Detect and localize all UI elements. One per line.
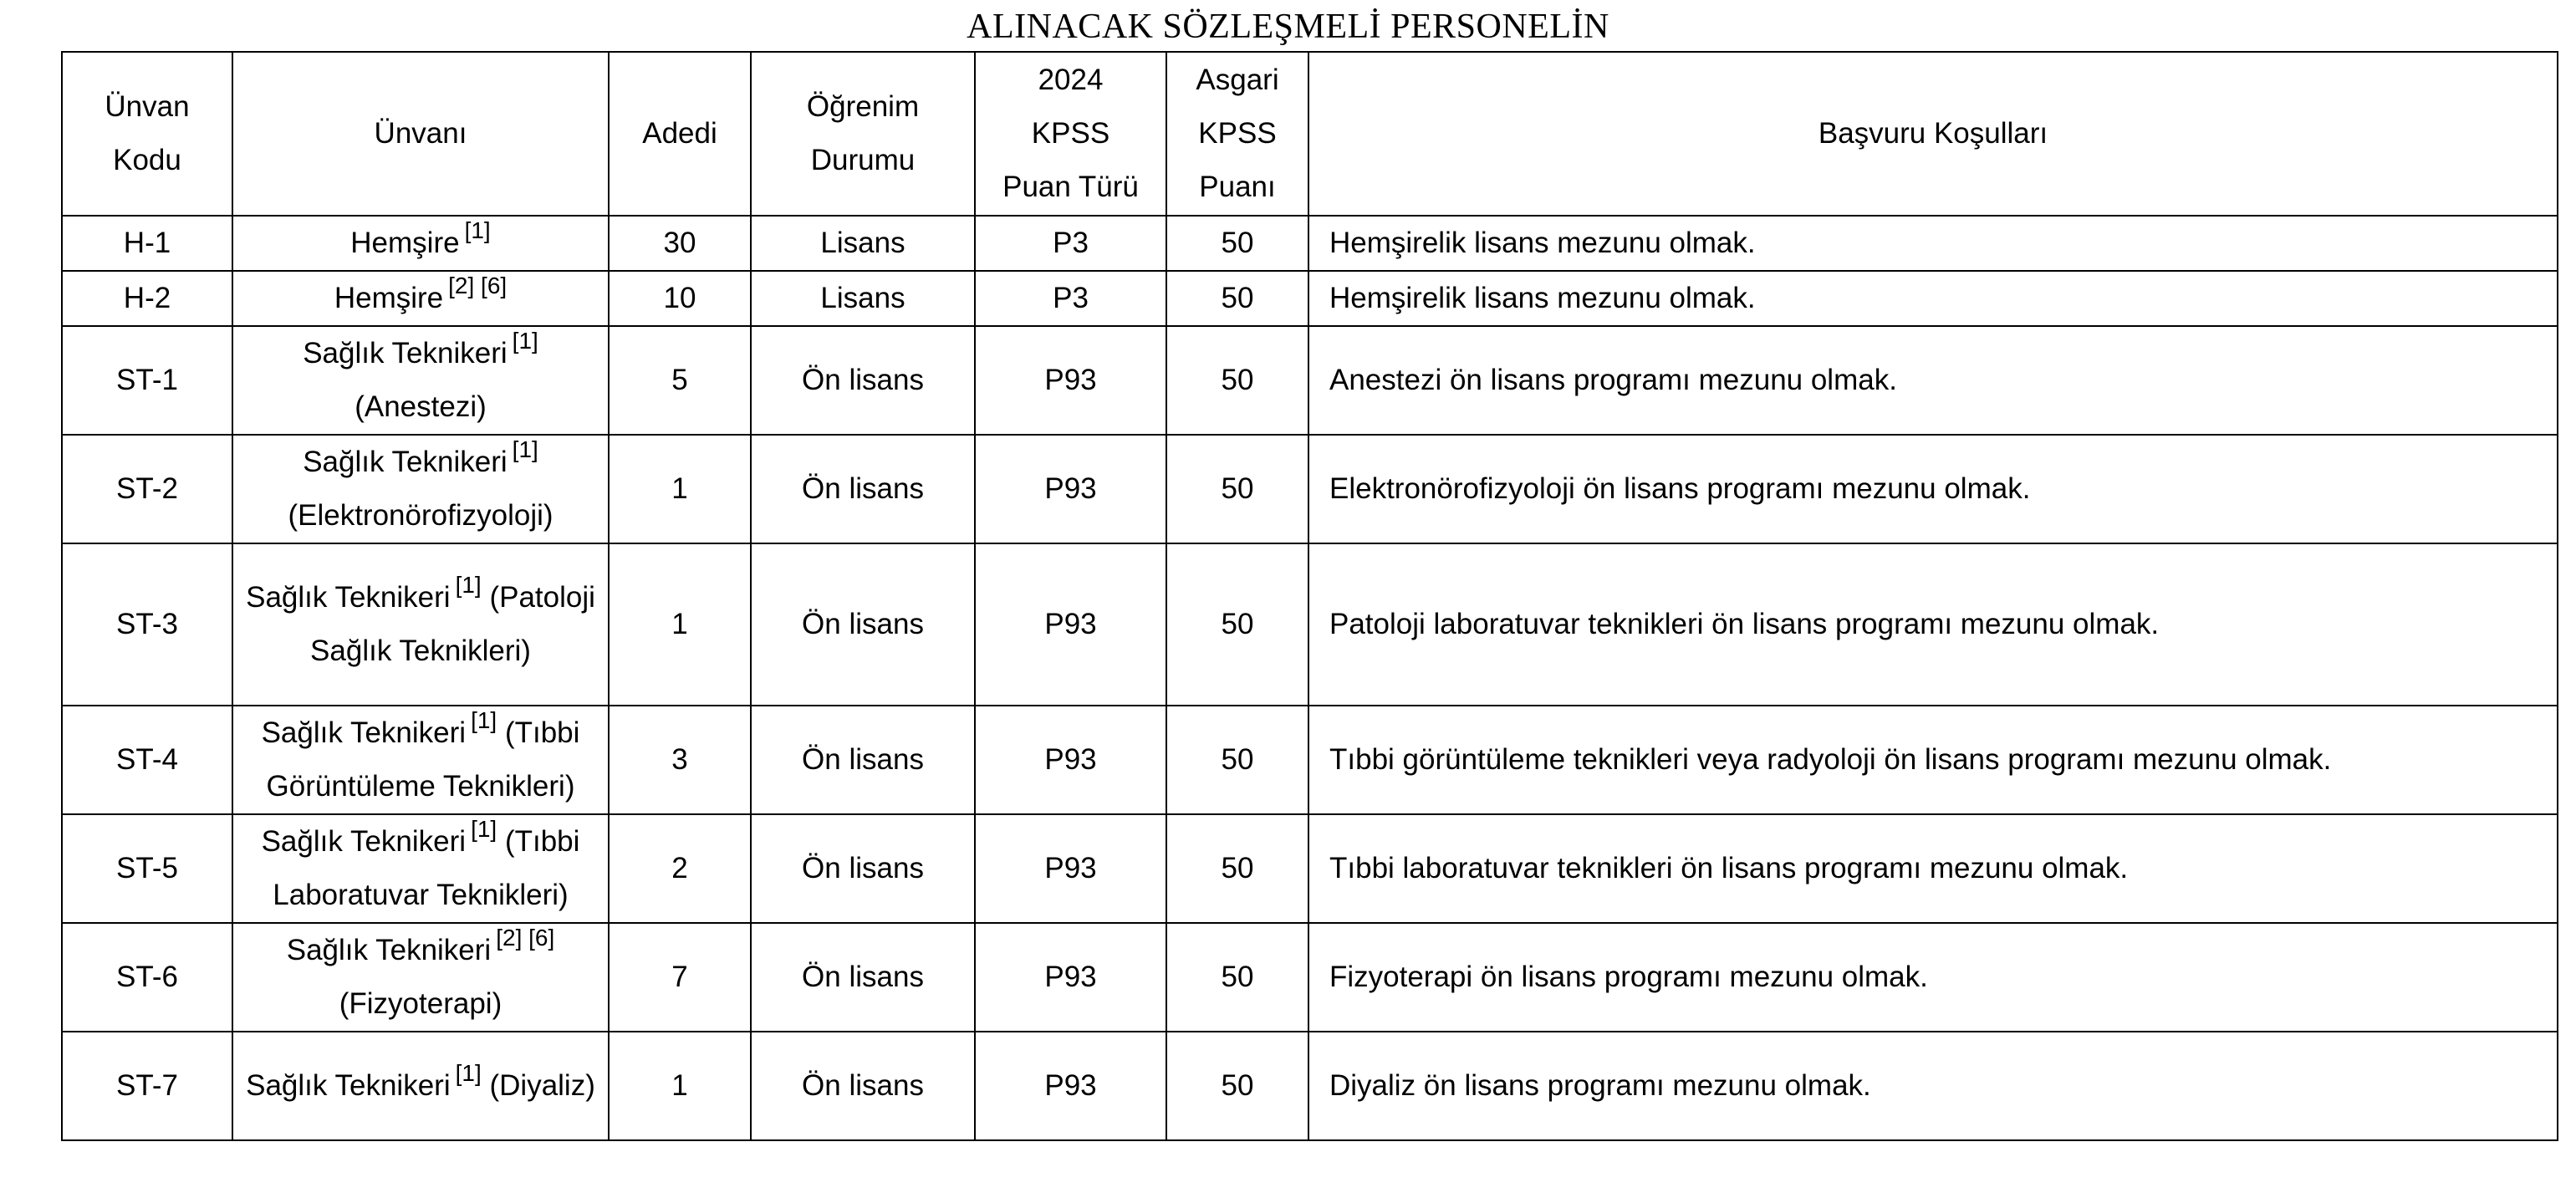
kpss-type-cell: P3: [975, 271, 1166, 326]
unit-title-cell: [232, 923, 609, 1032]
conditions-cell: Hemşirelik lisans mezunu olmak.: [1308, 271, 2558, 326]
unit-title: Sağlık Teknikeri: [246, 581, 451, 614]
footnote-ref: [2] [6]: [496, 925, 555, 951]
footnote-ref: [1]: [512, 436, 538, 463]
table-row: [62, 923, 2558, 1032]
count-cell: 7: [609, 923, 751, 1032]
footnote-ref: [1]: [455, 572, 482, 599]
conditions-cell: Hemşirelik lisans mezunu olmak.: [1308, 216, 2558, 271]
unit-title: Hemşire: [350, 227, 460, 259]
count-cell: 10: [609, 271, 751, 326]
header-line: Durumu: [810, 144, 916, 176]
table-row: [62, 216, 2558, 271]
header-line: Adedi: [642, 117, 717, 150]
kpss-type-cell: P93: [975, 706, 1166, 814]
unit-specialty: (Patoloji Sağlık Teknikleri): [310, 581, 595, 667]
header-unit-title: [232, 52, 609, 216]
footnote-ref: [1]: [464, 217, 491, 244]
count-cell: 3: [609, 706, 751, 814]
kpss-type-cell: P93: [975, 814, 1166, 923]
table-row: [62, 435, 2558, 543]
header-line: Öğrenim: [806, 90, 920, 123]
min-score-cell: 50: [1166, 271, 1308, 326]
unit-code-cell: ST-3: [62, 543, 232, 706]
unit-title-cell: [232, 814, 609, 923]
kpss-type-cell: P93: [975, 435, 1166, 543]
unit-title-cell: [232, 543, 609, 706]
conditions-cell: Anestezi ön lisans programı mezunu olmak.: [1308, 326, 2558, 435]
header-line: Puanı: [1199, 171, 1276, 203]
unit-title-cell: [232, 435, 609, 543]
education-cell: Ön lisans: [751, 923, 975, 1032]
header-line: Başvuru Koşulları: [1818, 117, 2048, 150]
footnote-ref: [2] [6]: [448, 273, 508, 299]
count-cell: 1: [609, 435, 751, 543]
table-row: [62, 326, 2558, 435]
header-min-score: [1166, 52, 1308, 216]
unit-title-cell: [232, 271, 609, 326]
table-row: [62, 814, 2558, 923]
footnote-ref: [1]: [455, 1060, 482, 1087]
page-title: ALINACAK SÖZLEŞMELİ PERSONELİN: [967, 8, 1609, 46]
count-cell: 1: [609, 1032, 751, 1140]
footnote-ref: [1]: [471, 707, 497, 734]
education-cell: Ön lisans: [751, 326, 975, 435]
conditions-cell: Tıbbi görüntüleme teknikleri veya radyoloji ön lisans programı mezunu olmak.: [1308, 706, 2558, 814]
unit-title: Hemşire: [334, 282, 444, 314]
min-score-cell: 50: [1166, 216, 1308, 271]
header-line: 2024: [1038, 64, 1104, 96]
conditions-cell: Elektronörofizyoloji ön lisans programı mezunu olmak.: [1308, 435, 2558, 543]
kpss-type-cell: P93: [975, 1032, 1166, 1140]
table-row: [62, 271, 2558, 326]
unit-title: Sağlık Teknikeri: [286, 934, 492, 966]
kpss-type-cell: P93: [975, 543, 1166, 706]
unit-code-cell: ST-2: [62, 435, 232, 543]
min-score-cell: 50: [1166, 326, 1308, 435]
kpss-type-cell: P93: [975, 923, 1166, 1032]
header-line: KPSS: [1031, 117, 1110, 150]
min-score-cell: 50: [1166, 814, 1308, 923]
unit-specialty: (Elektronörofizyoloji): [288, 499, 553, 532]
header-line: Ünvan: [105, 90, 190, 123]
footnote-ref: [1]: [471, 816, 497, 843]
header-line: Asgari: [1196, 64, 1279, 96]
header-line: Ünvanı: [374, 117, 467, 150]
count-cell: 1: [609, 543, 751, 706]
unit-title-cell: [232, 1032, 609, 1140]
header-unit-code: [62, 52, 232, 216]
conditions-cell: Patoloji laboratuvar teknikleri ön lisans programı mezunu olmak.: [1308, 543, 2558, 706]
min-score-cell: 50: [1166, 706, 1308, 814]
unit-code-cell: H-2: [62, 271, 232, 326]
header-line: KPSS: [1198, 117, 1277, 150]
unit-specialty: (Diyaliz): [489, 1069, 595, 1102]
unit-code-cell: ST-1: [62, 326, 232, 435]
unit-code-cell: ST-4: [62, 706, 232, 814]
header-line: Kodu: [113, 144, 181, 176]
unit-specialty: (Anestezi): [355, 390, 487, 423]
unit-specialty: (Fizyoterapi): [339, 987, 502, 1020]
table-row: [62, 706, 2558, 814]
min-score-cell: 50: [1166, 435, 1308, 543]
min-score-cell: 50: [1166, 543, 1308, 706]
unit-title-cell: [232, 706, 609, 814]
unit-code-cell: ST-7: [62, 1032, 232, 1140]
unit-specialty: (Tıbbi Laboratuvar Teknikleri): [273, 825, 580, 911]
unit-code-cell: ST-6: [62, 923, 232, 1032]
unit-title: Sağlık Teknikeri: [261, 716, 467, 749]
header-education: [751, 52, 975, 216]
personnel-table: [61, 51, 2558, 1141]
min-score-cell: 50: [1166, 923, 1308, 1032]
count-cell: 2: [609, 814, 751, 923]
min-score-cell: 50: [1166, 1032, 1308, 1140]
unit-title-cell: [232, 216, 609, 271]
education-cell: Ön lisans: [751, 1032, 975, 1140]
table-header-row: [62, 52, 2558, 216]
table-body: [62, 216, 2558, 1140]
header-count: [609, 52, 751, 216]
unit-code-cell: ST-5: [62, 814, 232, 923]
count-cell: 30: [609, 216, 751, 271]
education-cell: Ön lisans: [751, 543, 975, 706]
kpss-type-cell: P3: [975, 216, 1166, 271]
unit-title: Sağlık Teknikeri: [246, 1069, 451, 1102]
education-cell: Ön lisans: [751, 814, 975, 923]
header-kpss-type: [975, 52, 1166, 216]
unit-title-cell: [232, 326, 609, 435]
conditions-cell: Diyaliz ön lisans programı mezunu olmak.: [1308, 1032, 2558, 1140]
table-row: [62, 543, 2558, 706]
conditions-cell: Fizyoterapi ön lisans programı mezunu olmak.: [1308, 923, 2558, 1032]
footnote-ref: [1]: [512, 328, 538, 354]
table-row: [62, 1032, 2558, 1140]
kpss-type-cell: P93: [975, 326, 1166, 435]
count-cell: 5: [609, 326, 751, 435]
unit-specialty: (Tıbbi Görüntüleme Teknikleri): [266, 716, 580, 803]
education-cell: Lisans: [751, 216, 975, 271]
unit-code-cell: H-1: [62, 216, 232, 271]
conditions-cell: Tıbbi laboratuvar teknikleri ön lisans programı mezunu olmak.: [1308, 814, 2558, 923]
header-line: Puan Türü: [1002, 171, 1139, 203]
header-conditions: [1308, 52, 2558, 216]
education-cell: Ön lisans: [751, 706, 975, 814]
education-cell: Lisans: [751, 271, 975, 326]
education-cell: Ön lisans: [751, 435, 975, 543]
unit-title: Sağlık Teknikeri: [303, 446, 508, 478]
unit-title: Sağlık Teknikeri: [303, 337, 508, 370]
unit-title: Sağlık Teknikeri: [261, 825, 467, 858]
